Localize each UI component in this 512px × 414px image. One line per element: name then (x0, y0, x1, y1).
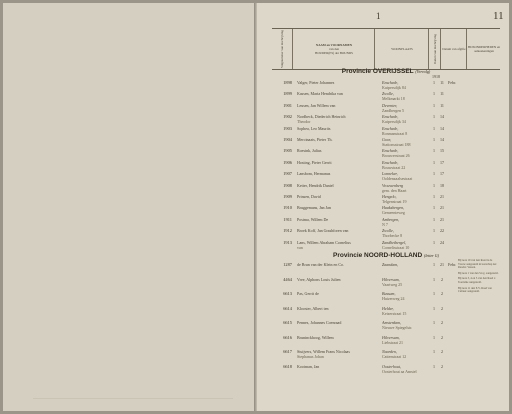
row-number-text: 1899 (283, 91, 292, 97)
row-address-text: Enschede, (382, 125, 399, 131)
row-address (382, 171, 427, 181)
row-address-text: Haaksbergen, (382, 205, 405, 211)
row-address-secondary: N 7 (382, 221, 388, 227)
row-address (382, 306, 427, 316)
row-number (272, 240, 292, 245)
row-col-b (437, 114, 447, 119)
row-address-secondary: gem. den Haart (382, 187, 407, 193)
row-col-b-text: 21 (440, 216, 444, 222)
section-overijssel (272, 68, 500, 75)
section-nholland-subtitle: (letter G) (424, 253, 439, 258)
row-col-a-text: 1 (433, 80, 435, 85)
row-col-b (437, 194, 447, 199)
row-number-text: 1898 (283, 80, 292, 85)
row-col-a-text: 1 (433, 91, 435, 97)
row-col-a-text: 1 (433, 228, 435, 234)
table-row (272, 160, 500, 168)
row-col-a-text: 1 (433, 349, 435, 354)
row-number-text: 1910 (283, 205, 292, 211)
row-number (272, 103, 292, 108)
row-col-b-text: 18 (440, 182, 444, 188)
row-address-text: Goor, (382, 137, 392, 142)
row-col-b (437, 80, 447, 85)
row-address-secondary: Telgenstraat 19 (382, 199, 407, 204)
row-address-secondary: Keizerstraat 15 (382, 310, 407, 316)
row-address-secondary: Ooldenzaalsestraat (382, 176, 413, 182)
header-naam-line3: HOUDER(ES) der BOUNDS (315, 51, 353, 55)
row-number (272, 335, 292, 340)
row-name-text: Sophea, Leo Maurits (297, 125, 331, 131)
row-col-b-text: 11 (440, 91, 444, 97)
row-col-c-text: Febr. (448, 80, 457, 85)
row-name-text: Nordbeck, Diederich Heinrich (297, 114, 346, 120)
row-name-text: de Brun van der Klein en Co. (297, 262, 344, 267)
row-name-text: Ketter, Hendrik Daniel (297, 182, 334, 188)
row-name-text: Lans, Willem Abraham Cornelius (297, 239, 351, 245)
header-woonplaats-label: WOONPLAATS (391, 47, 413, 51)
row-name-text: Hosting, Pieter Gerrit (297, 159, 332, 165)
row-col-a-text: 1 (433, 114, 435, 120)
row-col-b (437, 183, 447, 188)
row-address (382, 217, 427, 227)
row-address (382, 80, 427, 90)
row-address-secondary: Bouwstraat 22 (382, 164, 406, 170)
row-col-c-text: Febr. (448, 262, 457, 267)
row-number (272, 262, 292, 267)
row-number-text: 1905 (283, 148, 292, 154)
row-number-text: 1913 (283, 239, 292, 245)
header-inschrijving-label: Datum van inschrijving (433, 33, 437, 65)
row-number-text: 6615 (283, 320, 292, 325)
row-address (382, 183, 427, 193)
table-row (272, 320, 500, 328)
row-address (382, 291, 427, 301)
table-row (272, 349, 500, 357)
year-label: 1918 (432, 74, 440, 79)
row-col-a-text: 1 (433, 102, 435, 108)
row-col-b (437, 262, 447, 267)
row-name-text: Vree, Alphons Louis Julien (297, 276, 341, 282)
row-number (272, 205, 292, 210)
row-col-b-text: 11 (440, 80, 444, 85)
top-center-number: 1 (376, 11, 381, 21)
row-name (297, 262, 377, 267)
row-address (382, 320, 427, 330)
row-number (272, 171, 292, 176)
row-col-b (437, 160, 447, 165)
table-row (272, 228, 500, 239)
row-col-b-text: 2 (441, 320, 443, 325)
row-number-text: 6613 (283, 291, 292, 296)
row-col-b (437, 205, 447, 210)
row-col-a-text: 1 (433, 262, 435, 267)
row-number-text: 1287 (283, 262, 292, 267)
row-address-secondary: Nieuwe Spiegelstr. (382, 325, 413, 330)
header-naam-line1: NAAM en VOORNAMEN (315, 43, 353, 47)
row-col-a-text: 1 (433, 320, 435, 325)
row-col-b (437, 306, 447, 311)
header-bijzonderheden-label: BIJZONDERHEDEN en aanteekeningen (468, 45, 500, 53)
row-col-b (437, 291, 447, 296)
side-note: Bij nota 1 van den S.Lg. aangesteld. (458, 271, 499, 275)
table-row (272, 183, 500, 191)
row-number-text: 1908 (283, 182, 292, 188)
row-col-a-text: 1 (433, 159, 435, 165)
row-name (297, 194, 377, 199)
row-col-b-text: 2 (441, 291, 443, 296)
row-address (382, 262, 427, 267)
row-col-a-text: 1 (433, 137, 435, 142)
row-number (272, 91, 292, 96)
row-col-b-text: 2 (441, 363, 443, 369)
row-name (297, 349, 377, 359)
table-row (272, 148, 500, 159)
row-address-text: Hilversum, (382, 334, 400, 340)
row-name-text: Bruggemans, Jan Jan (297, 205, 331, 211)
row-name-text: Kooiman, Jan (297, 363, 320, 369)
row-number (272, 126, 292, 131)
row-address-secondary: Oosterhout aa Amstel (382, 368, 417, 374)
row-number (272, 277, 292, 282)
row-name (297, 80, 377, 85)
row-number (272, 137, 292, 142)
row-col-b (437, 148, 447, 153)
row-address-text: Lonneker, (382, 171, 398, 177)
row-address (382, 205, 427, 215)
row-col-b-text: 14 (440, 137, 444, 142)
row-name (297, 228, 377, 233)
row-address-secondary: Stationsstraat 188 (382, 142, 411, 147)
row-address (382, 228, 427, 238)
row-address-text: Hilversum, (382, 276, 400, 282)
table-row (272, 171, 500, 182)
row-col-b-text: 17 (440, 171, 444, 177)
row-address-secondary: Kuipersdijk 84 (382, 85, 406, 90)
row-address-secondary: Ronmanstraat 8 (382, 130, 408, 136)
row-address-secondary: Cattenstraat 12 (382, 354, 407, 359)
row-address (382, 160, 427, 170)
row-address-text: Zwolle, (382, 228, 394, 234)
row-name-text: Roesink, Julius (297, 148, 322, 154)
side-note: Bij nota 11 den E.V. Raad van Cultuur aangesteld. (458, 286, 492, 294)
row-col-a-text: 1 (433, 276, 435, 282)
row-address (382, 240, 427, 250)
row-number (272, 114, 292, 119)
row-name-text: Lansbom, Hermanus (297, 171, 331, 177)
side-note: Bij nota 19 van den Raad is de Vrouw aangesteld in leerschap der Raadsv. Vereen. (458, 259, 497, 270)
row-col-b-text: 21 (440, 205, 444, 211)
row-number-text: 6616 (283, 334, 292, 340)
header-volgnummer (272, 29, 292, 69)
header-volgnummer-label: Volgnummer van inschrijving (280, 29, 284, 68)
section-overijssel-title: Provincie OVERIJSSEL (341, 68, 414, 75)
row-name-text: Klooster, Albert ten (297, 305, 329, 311)
row-col-b (437, 364, 447, 369)
row-number-text: 1901 (283, 102, 292, 108)
row-address (382, 364, 427, 374)
row-col-a-text: 1 (433, 194, 435, 199)
table-row (272, 306, 500, 314)
table-row (272, 194, 500, 202)
row-number-text: 1911 (283, 216, 292, 222)
row-address-secondary: Vaartweg 25 (382, 281, 403, 287)
row-number-text: 6617 (283, 349, 292, 354)
row-name (297, 148, 377, 153)
row-number (272, 349, 292, 354)
row-col-b (437, 228, 447, 233)
section-nholland-title: Provincie NOORD-HOLLAND (332, 252, 423, 259)
row-name (297, 183, 377, 188)
row-col-b (437, 277, 447, 282)
row-name-secondary: Theodor (297, 119, 311, 125)
row-name (297, 137, 377, 142)
row-address (382, 349, 427, 359)
row-number-text: 1907 (283, 171, 292, 177)
row-address-text: Bussum, (382, 291, 396, 296)
table-row (272, 364, 500, 372)
row-col-c (448, 80, 460, 85)
row-name-text: Stuijvers, Willem Frans Nicolaas (297, 349, 350, 354)
left-page-fold-shadow (33, 398, 233, 399)
row-address-text: Deventer, (382, 102, 398, 108)
row-col-b (437, 320, 447, 325)
row-address-secondary: Thorbecke 8 (382, 233, 403, 239)
row-address-secondary: Gemeenteweg (382, 210, 405, 216)
table-row (272, 126, 500, 134)
row-col-a-text: 1 (433, 305, 435, 311)
row-name (297, 91, 377, 96)
row-col-b-text: 21 (440, 262, 444, 267)
row-col-b (437, 103, 447, 108)
row-number (272, 291, 292, 296)
row-col-b-text: 22 (440, 228, 444, 234)
header-naam (292, 29, 375, 69)
side-note: Bij nota 3, 4 en 5 van den Raad v. Toerisme aangesteld. (458, 277, 496, 284)
row-col-b (437, 349, 447, 354)
row-name-text: Pas, Gerrit de (297, 291, 319, 296)
row-address (382, 335, 427, 345)
row-address-secondary: Kuipersdijk 34 (382, 119, 406, 125)
row-col-a-text: 1 (433, 216, 435, 222)
row-address-text: Enschede, (382, 80, 399, 85)
row-number (272, 228, 292, 233)
row-name-text: Bruninckhoog, Willem (297, 334, 334, 340)
row-number (272, 183, 292, 188)
row-address (382, 126, 427, 136)
header-naam-line2: van den (328, 47, 339, 51)
row-col-b (437, 335, 447, 340)
section-noord-holland (272, 252, 500, 259)
row-col-b-text: 2 (441, 276, 443, 282)
row-name-text: Mercinaats, Pieter Th. (297, 137, 333, 142)
row-name (297, 171, 377, 176)
row-address-secondary: Zandbergen 5 (382, 107, 405, 113)
row-address (382, 114, 427, 124)
row-name-text: Prinsen, David (297, 194, 321, 199)
row-name (297, 291, 377, 296)
row-col-a-text: 1 (433, 148, 435, 154)
header-afgifte-label: Datum van afgifte (442, 47, 466, 51)
header-afgifte (440, 29, 467, 69)
row-name-text: Kassen, Maria Hendrika van (297, 91, 343, 97)
row-number-text: 1903 (283, 125, 292, 131)
row-col-b-text: 17 (440, 159, 444, 165)
row-address-text: Oosterhout, (382, 363, 401, 369)
table-header (272, 28, 500, 70)
row-name (297, 114, 377, 124)
row-col-a-text: 1 (433, 125, 435, 131)
table-row (272, 240, 500, 248)
row-col-b-text: 2 (441, 334, 443, 340)
row-col-a-text: 1 (433, 334, 435, 340)
row-col-b (437, 217, 447, 222)
row-address-text: Ambergen, (382, 216, 400, 222)
row-col-b (437, 137, 447, 142)
row-name (297, 306, 377, 311)
row-address-text: Vrouwenberg (382, 182, 404, 188)
row-col-b (437, 91, 447, 96)
row-col-b-text: 14 (440, 114, 444, 120)
row-name-text: Pennes, Johannes Coenraad (297, 320, 342, 325)
row-col-b-text: 21 (440, 194, 444, 199)
row-name (297, 335, 377, 340)
row-name-text: Valger, Pieter Johannes (297, 80, 335, 85)
left-page (3, 3, 255, 411)
row-address-text: Helder, (382, 305, 394, 311)
row-number-text: 1909 (283, 194, 292, 199)
row-col-a-text: 1 (433, 182, 435, 188)
row-name-text: Leusen, Jan Willem van (297, 102, 336, 108)
right-page-number: 11 (493, 10, 504, 22)
row-number (272, 194, 292, 199)
row-address (382, 277, 427, 287)
row-number (272, 148, 292, 153)
side-notes (458, 259, 500, 296)
row-number-text: 1902 (283, 114, 292, 120)
row-number-text: 1912 (283, 228, 292, 234)
row-number (272, 80, 292, 85)
row-number-text: 1904 (283, 137, 292, 142)
row-col-a-text: 1 (433, 291, 435, 296)
row-address-secondary: Melkmarkt 18 (382, 96, 405, 102)
table-row (272, 114, 500, 125)
row-name (297, 160, 377, 165)
row-col-b (437, 171, 447, 176)
header-bijzonderheden (466, 29, 501, 69)
row-address-text: Amsterdam, (382, 320, 402, 325)
row-name-secondary: van (297, 244, 303, 250)
row-col-a-text: 1 (433, 205, 435, 211)
row-address-text: Zaandam, (382, 262, 399, 267)
row-col-b-text: 2 (441, 349, 443, 354)
table-row (272, 80, 500, 88)
row-number-text: 6614 (283, 305, 292, 311)
row-address-text: Enschede, (382, 114, 399, 120)
row-address-secondary: Brouwerstraat 26 (382, 153, 410, 159)
row-address (382, 194, 427, 204)
row-name-text: Broek Koff, Jan Grashforen van (297, 228, 349, 234)
row-name (297, 103, 377, 108)
row-name (297, 126, 377, 131)
row-col-b-text: 14 (440, 125, 444, 131)
row-name-secondary: Stephanus Johan (297, 354, 324, 359)
header-woonplaats (374, 29, 429, 69)
row-address-secondary: Huizerweg 24 (382, 296, 405, 301)
row-col-b-text: 2 (441, 305, 443, 311)
row-name (297, 240, 377, 250)
row-address-text: Naarden, (382, 349, 397, 354)
row-address-text: Hengelo, (382, 194, 397, 199)
row-address-text: Enschede, (382, 148, 399, 154)
row-number (272, 320, 292, 325)
row-col-b (437, 240, 447, 245)
row-name (297, 277, 377, 282)
table-row (272, 205, 500, 216)
row-address (382, 103, 427, 113)
row-name (297, 205, 377, 210)
row-number-text: 1906 (283, 159, 292, 165)
row-address (382, 137, 427, 147)
row-col-a-text: 1 (433, 363, 435, 369)
row-col-b-text: 11 (440, 102, 444, 108)
row-number (272, 364, 292, 369)
row-name (297, 320, 377, 325)
row-address-secondary: Liebstraat 21 (382, 339, 403, 345)
row-col-b-text: 24 (440, 239, 444, 245)
section-overijssel-subtitle: (Vervolg) (415, 69, 431, 74)
table-row (272, 91, 500, 102)
row-col-b-text: 15 (440, 148, 444, 154)
row-address (382, 148, 427, 158)
row-name (297, 364, 377, 369)
row-address (382, 91, 427, 101)
row-number (272, 217, 292, 222)
row-number-text: 6618 (283, 363, 292, 369)
row-col-b (437, 126, 447, 131)
row-number-text: 4464 (283, 276, 292, 282)
table-row (272, 335, 500, 343)
row-address-text: Enschede, (382, 159, 399, 165)
row-number (272, 160, 292, 165)
row-number (272, 306, 292, 311)
table-row (272, 137, 500, 145)
row-address-text: Zwolle, (382, 91, 394, 97)
table-row (272, 103, 500, 111)
row-address-secondary: Cornelisstraat 10 (382, 244, 410, 250)
row-address-text: Zandhetbergel, (382, 239, 407, 245)
row-col-a-text: 1 (433, 171, 435, 177)
row-name (297, 217, 377, 222)
row-col-a-text: 1 (433, 239, 435, 245)
row-name-text: Postma, Willem De (297, 216, 329, 222)
table-row (272, 217, 500, 225)
